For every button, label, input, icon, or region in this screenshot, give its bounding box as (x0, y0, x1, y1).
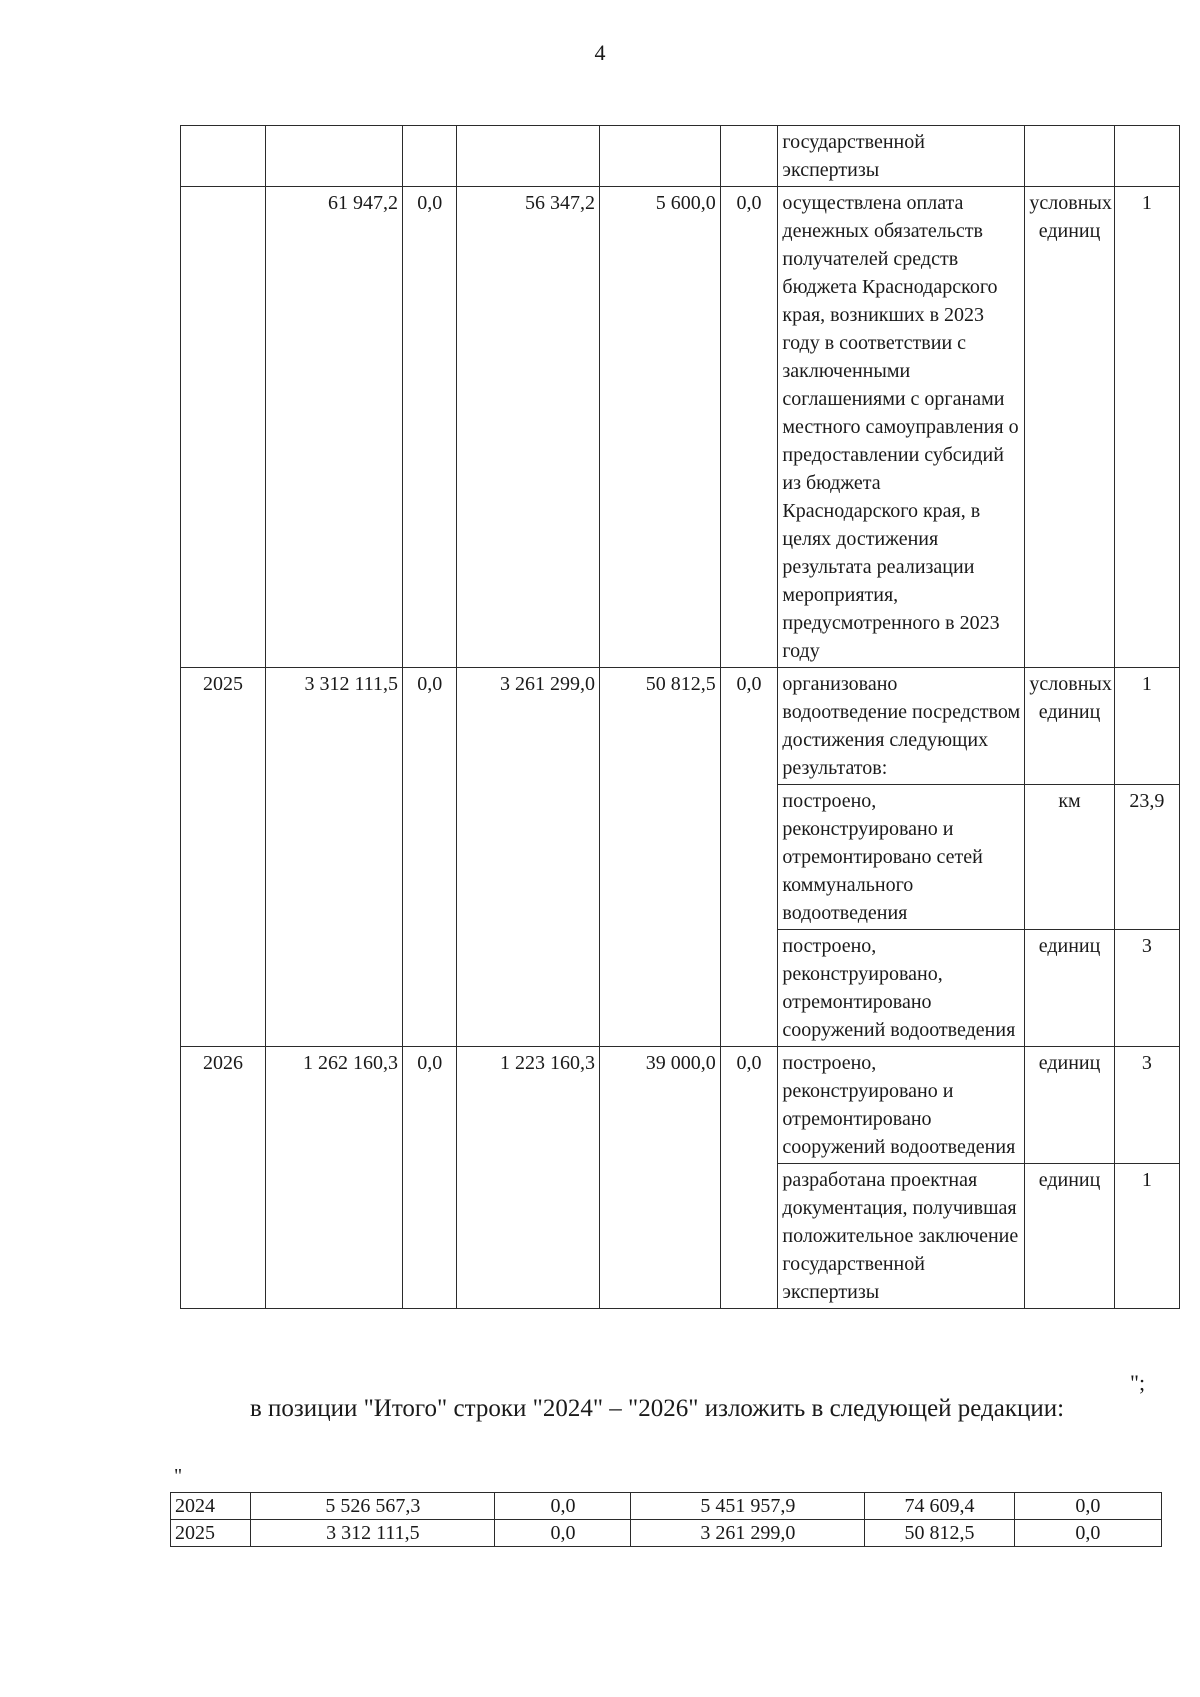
regional-budget-cell: 1 223 160,3 (457, 1047, 600, 1309)
extrabudget-cell: 0,0 (720, 668, 778, 1047)
regional-budget-cell: 5 451 957,9 (631, 1493, 865, 1520)
result-description-cell: построено, реконструировано и отремонтировано сооружений водоотведения (778, 1047, 1025, 1164)
regional-budget-cell: 56 347,2 (457, 187, 600, 668)
local-budget-cell: 50 812,5 (599, 668, 720, 1047)
result-description-cell: разработана проектная документация, получившая положительное заключение государственной экспертизы (778, 1164, 1025, 1309)
federal-budget-cell: 0,0 (495, 1493, 631, 1520)
total-amount-cell: 3 312 111,5 (251, 1520, 495, 1547)
total-amount-cell: 1 262 160,3 (265, 1047, 402, 1309)
unit-cell: единиц (1025, 1047, 1114, 1164)
unit-cell: условных единиц (1025, 187, 1114, 668)
result-value-cell: 1 (1114, 1164, 1179, 1309)
extrabudget-cell: 0,0 (720, 1047, 778, 1309)
amendment-instruction: в позиции "Итого" строки "2024" – "2026" изложить в следующей редакции: (250, 1395, 1065, 1422)
table-row (171, 1520, 1162, 1547)
table-row (181, 187, 1180, 668)
extrabudget-cell: 0,0 (720, 187, 778, 668)
unit-cell: км (1025, 785, 1114, 930)
unit-cell: условных единиц (1025, 668, 1114, 785)
federal-budget-cell: 0,0 (495, 1520, 631, 1547)
local-budget-cell: 74 609,4 (865, 1493, 1014, 1520)
local-budget-cell (599, 126, 720, 187)
local-budget-cell: 39 000,0 (599, 1047, 720, 1309)
federal-budget-cell (402, 126, 456, 187)
table-row (171, 1493, 1162, 1520)
page-number: 4 (594, 40, 606, 65)
regional-budget-cell (457, 126, 600, 187)
regional-budget-cell: 3 261 299,0 (631, 1520, 865, 1547)
regional-budget-cell: 3 261 299,0 (457, 668, 600, 1047)
extrabudget-cell: 0,0 (1014, 1520, 1161, 1547)
table-row (181, 1047, 1180, 1164)
result-description-cell: государственной экспертизы (778, 126, 1025, 187)
extrabudget-cell: 0,0 (1014, 1493, 1161, 1520)
result-value-cell: 1 (1114, 187, 1179, 668)
opening-quote: " (174, 1465, 183, 1487)
result-description-cell: построено, реконструировано, отремонтировано сооружений водоотведения (778, 930, 1025, 1047)
year-cell (181, 187, 266, 668)
table-row (181, 126, 1180, 187)
totals-table (170, 1492, 1162, 1547)
result-description-cell: построено, реконструировано и отремонтировано сетей коммунального водоотведения (778, 785, 1025, 930)
unit-cell (1025, 126, 1114, 187)
year-cell: 2026 (181, 1047, 266, 1309)
federal-budget-cell: 0,0 (402, 1047, 456, 1309)
result-value-cell: 1 (1114, 668, 1179, 785)
year-cell: 2025 (181, 668, 266, 1047)
local-budget-cell: 50 812,5 (865, 1520, 1014, 1547)
unit-cell: единиц (1025, 1164, 1114, 1309)
table-row (181, 668, 1180, 785)
total-amount-cell: 3 312 111,5 (265, 668, 402, 1047)
total-amount-cell: 61 947,2 (265, 187, 402, 668)
federal-budget-cell: 0,0 (402, 668, 456, 1047)
result-description-cell: осуществлена оплата денежных обязательств получателей средств бюджета Краснодарского края, возникших в 2023 году в соответствии с заключенными соглашениями с органами местного самоуправления о предоставлении субсидий из бюджета Краснодарского края, в целях достижения результата реализации мероприятия, предусмотренного в 2023 году (778, 187, 1025, 668)
result-value-cell: 23,9 (1114, 785, 1179, 930)
extrabudget-cell (720, 126, 778, 187)
local-budget-cell: 5 600,0 (599, 187, 720, 668)
federal-budget-cell: 0,0 (402, 187, 456, 668)
year-cell: 2025 (171, 1520, 251, 1547)
result-value-cell: 3 (1114, 1047, 1179, 1164)
result-description-cell: организовано водоотведение посредством достижения следующих результатов: (778, 668, 1025, 785)
unit-cell: единиц (1025, 930, 1114, 1047)
year-cell: 2024 (171, 1493, 251, 1520)
total-amount-cell: 5 526 567,3 (251, 1493, 495, 1520)
program-funding-table (180, 125, 1180, 1309)
total-amount-cell (265, 126, 402, 187)
result-value-cell: 3 (1114, 930, 1179, 1047)
result-value-cell (1114, 126, 1179, 187)
year-cell (181, 126, 266, 187)
closing-quote: "; (1130, 1370, 1146, 1395)
